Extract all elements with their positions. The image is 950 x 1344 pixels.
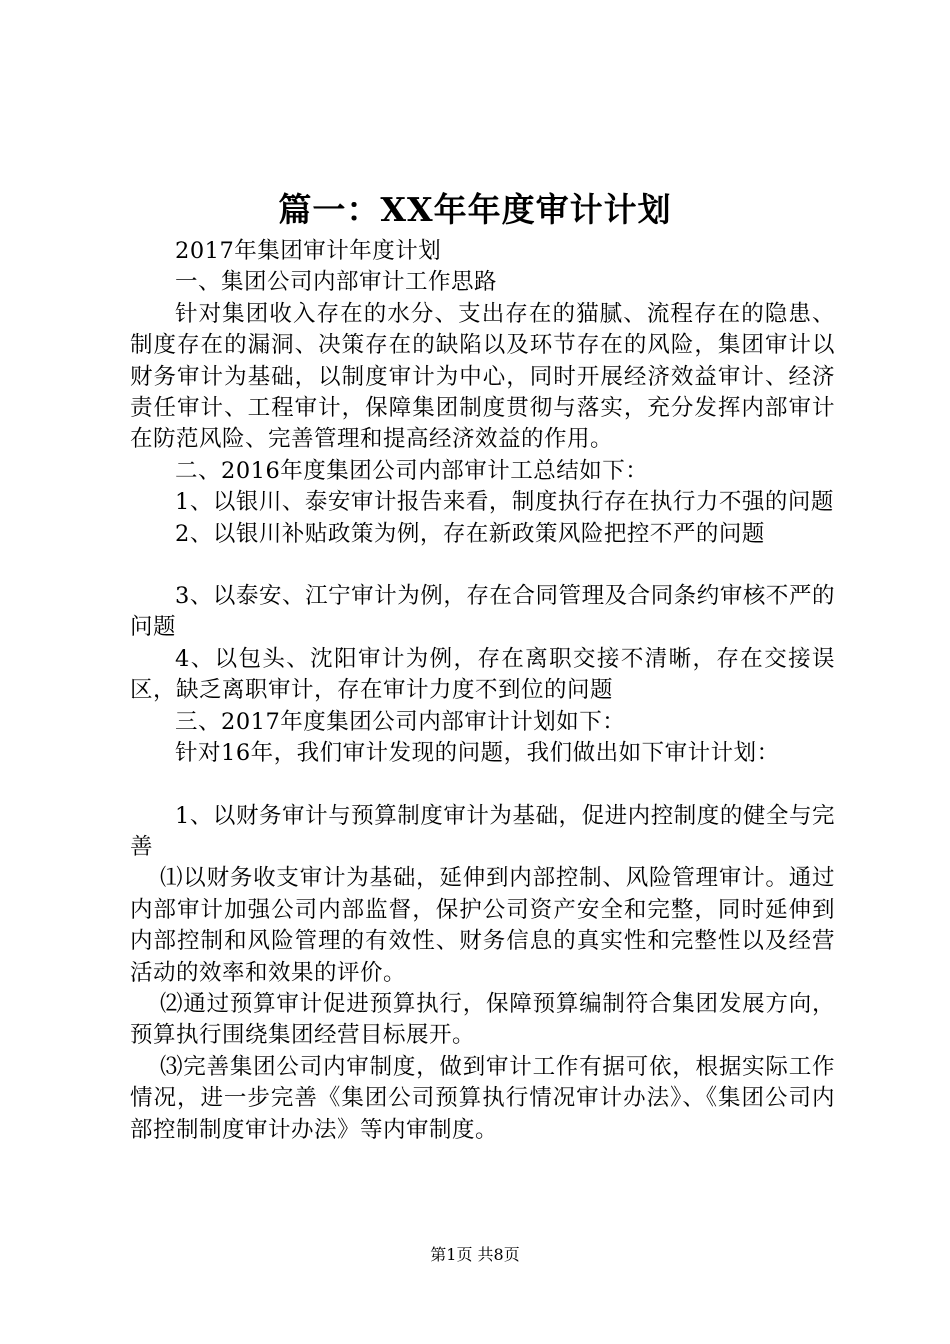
paragraph-plan-item-1: 1、以财务审计与预算制度审计为基础，促进内控制度的健全与完善 [130,802,835,860]
paragraph-plan-intro: 针对16年，我们审计发现的问题，我们做出如下审计计划： [175,740,780,767]
paragraph-item-1: 1、以银川、泰安审计报告来看，制度执行存在执行力不强的问题 [175,489,834,516]
paragraph-section-three: 三、2017年度集团公司内部审计计划如下： [175,708,626,735]
paragraph-item-2: 2、以银川补贴政策为例，存在新政策风险把控不严的问题 [175,520,765,547]
paragraph-item-3: 3、以泰安、江宁审计为例，存在合同管理及合同条约审核不严的问题 [130,583,835,641]
page-footer: 第1页 共8页 [430,1245,520,1264]
document-body [130,236,835,1146]
paragraph-plan-heading: 2017年集团审计年度计划 [175,238,442,264]
paragraph-section-one: 一、集团公司内部审计工作思路 [175,269,498,296]
paragraph-section-two: 二、2016年度集团公司内部审计工总结如下： [175,457,649,484]
paragraph-audit-thinking: 针对集团收入存在的水分、支出存在的猫腻、流程存在的隐患、制度存在的漏洞、决策存在的缺陷以及环节存在的风险，集团审计以财务审计为基础，以制度审计为中心，同时开展经济效益审计、经济责任审计、工程审计，保障集团制度贯彻与落实，充分发挥内部审计在防范风险、完善管理和提高经济效益的作用。 [130,300,835,453]
paragraph-item-4: 4、以包头、沈阳审计为例，存在离职交接不清晰，存在交接误区，缺乏离职审计，存在审计力度不到位的问题 [130,645,835,704]
paragraph-subitem-2: ⑵通过预算审计促进预算执行，保障预算编制符合集团发展方向，预算执行围绕集团经营目标展开。 [130,990,835,1049]
paragraph-subitem-3: ⑶完善集团公司内审制度，做到审计工作有据可依，根据实际工作情况，进一步完善《集团公司预算执行情况审计办法》、《集团公司内部控制制度审计办法》等内审制度。 [130,1053,835,1143]
document-title: 篇一：XX年年度审计计划 [278,190,672,229]
paragraph-subitem-1: ⑴以财务收支审计为基础，延伸到内部控制、风险管理审计。通过内部审计加强公司内部监督，保护公司资产安全和完整，同时延伸到内部控制和风险管理的有效性、财务信息的真实性和完整性以及经营活动的效率和效果的评价。 [130,865,835,986]
